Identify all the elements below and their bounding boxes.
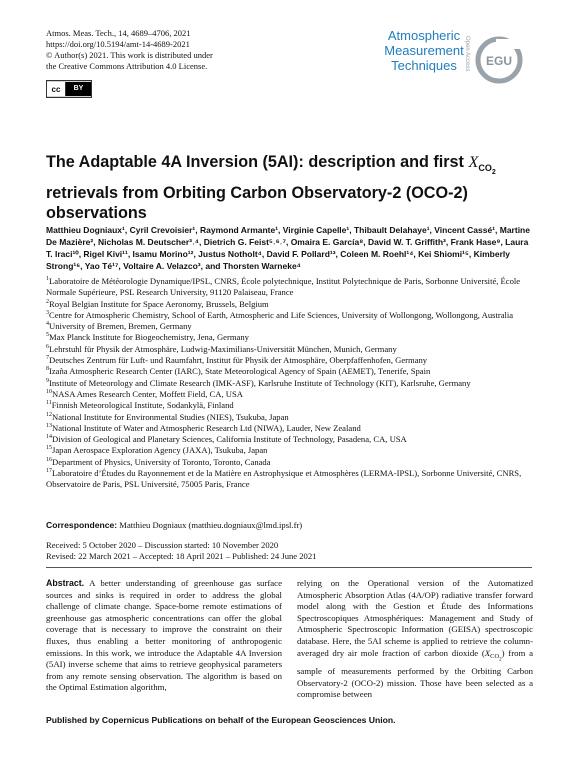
divider <box>46 567 532 568</box>
journal-line-1: Atmospheric <box>387 28 461 43</box>
affiliation-number: 13 <box>46 423 52 429</box>
affiliation-text: Deutsches Zentrum für Luft- und Raumfahrt, Institut für Physik der Atmosphäre, Oberpfaffenhofen, Germany <box>49 355 428 366</box>
doi-link[interactable]: https://doi.org/10.5194/amt-14-4689-2021 <box>46 39 190 49</box>
affiliation-item <box>46 434 532 445</box>
affiliation-text: Max Planck Institute for Biogeochemistry, Jena, Germany <box>49 332 249 343</box>
affiliation-text: National Institute of Water and Atmospheric Research Ltd (NIWA), Lauder, New Zealand <box>52 422 361 433</box>
affiliation-text: Division of Geological and Planetary Sciences, California Institute of Technology, Pasadena, CA, USA <box>52 434 407 445</box>
received-dates: Received: 5 October 2020 – Discussion started: 10 November 2020 <box>46 540 279 550</box>
affiliation-item <box>46 310 532 321</box>
affiliation-number: 9 <box>46 377 49 384</box>
affiliation-item <box>46 445 532 456</box>
affiliation-number: 2 <box>46 298 49 305</box>
affiliation-number: 4 <box>46 321 49 328</box>
affiliation-number: 6 <box>46 343 49 350</box>
affiliation-text: NASA Ames Research Center, Moffett Field, CA, USA <box>52 388 243 399</box>
affiliation-list <box>46 276 532 491</box>
affiliation-number: 1 <box>46 276 49 283</box>
abstract-left-column: Abstract. A better understanding of greenhouse gas surface sources and sinks is required in order to address the global challenge of climate change. Space-borne remote estimations of greenhouse gas atmospheric concentrations can offer the global coverage that is necessary to improve the constraint on their fluxes, thus enabling a better monitoring of anthropogenic emissions. In this work, we introduce the Adaptable 4A Inversion (5AI) inverse scheme that aims to retrieve geophysical parameters from any remote sensing observation. The algorithm is based on the Optimal Estimation algorithm, <box>46 578 282 693</box>
affiliation-item <box>46 412 532 423</box>
paper-title: The Adaptable 4A Inversion (5AI): description and first $X_{CO_2}$ retrievals from Orbiting Carbon Observatory-2 (OCO-2) observations <box>46 153 496 223</box>
abstract-right-column: relying on the Operational version of the Automatized Atmospheric Absorption Atlas (4A/OP) radiative transfer forward model along with the Gestion et Étude des Informations Spectroscopiques Atmosphériques: Management and Study of Atmospheric Spectroscopic Information (GEISA) spectroscopic database. Here, the 5AI scheme is applied to retrieve the column-averaged dry air mole fraction of carbon dioxide $(X_{CO_2})$ from a sample of measurements performed by the Orbiting Carbon Observatory-2 (OCO-2) mission. Those have been selected as a compromise between <box>297 578 533 700</box>
publication-dates <box>46 540 532 562</box>
affiliation-text: Royal Belgian Institute for Space Aeronomy, Brussels, Belgium <box>49 298 269 309</box>
affiliation-number: 11 <box>46 400 52 407</box>
affiliation-number: 8 <box>46 366 49 373</box>
affiliation-item <box>46 299 532 310</box>
affiliation-number: 5 <box>46 332 49 339</box>
affiliation-item <box>46 423 532 434</box>
affiliation-item <box>46 332 532 343</box>
affiliation-item <box>46 366 532 377</box>
affiliation-text: Japan Aerospace Exploration Agency (JAXA), Tsukuba, Japan <box>52 445 268 456</box>
egu-logo-icon <box>470 36 528 84</box>
affiliation-number: 15 <box>46 445 52 452</box>
affiliation-text: Department of Physics, University of Toronto, Toronto, Canada <box>52 456 271 467</box>
affiliation-item <box>46 276 532 299</box>
affiliation-item <box>46 378 532 389</box>
journal-line-2: Measurement <box>384 43 464 58</box>
cc-by-badge[interactable] <box>46 80 92 98</box>
by-icon: BY <box>66 82 91 96</box>
journal-line-3: Techniques <box>391 58 457 73</box>
affiliation-text: University of Bremen, Bremen, Germany <box>49 321 192 332</box>
affiliation-text: Laboratoire de Météorologie Dynamique/IPSL, CNRS, École polytechnique, Institut Polytechnique de Paris, Sorbonne Université, École Normale Supérieure, PSL Research University, 91120 Palaiseau, France <box>46 276 521 298</box>
affiliation-item <box>46 321 532 332</box>
affiliation-number: 7 <box>46 355 49 362</box>
author-list: Matthieu Dogniaux¹, Cyril Crevoisier¹, Raymond Armante¹, Virginie Capelle¹, Thibault Delahaye¹, Vincent Cassé¹, Martine De Mazière², Nicholas M. Deutscher³˒⁴, Dietrich G. Feist⁵˒⁶˒⁷, Omaira E. García⁸, David W. T. Griffith³, Frank Hase⁹, Laura T. Iraci¹⁰, Rigel Kivi¹¹, Isamu Morino¹², Justus Notholt⁴, David F. Pollard¹³, Coleen M. Roehl¹⁴, Kei Shiomi¹⁵, Kimberly Strong¹⁶, Yao Té¹⁷, Voltaire A. Velazco³, and Thorsten Warneke⁴ <box>46 225 530 271</box>
affiliation-text: Institute of Meteorology and Climate Research (IMK-ASF), Karlsruhe Institute of Technology (KIT), Karlsruhe, Germany <box>49 377 471 388</box>
egu-logo-text: EGU <box>485 54 513 68</box>
affiliation-text: National Institute for Environmental Studies (NIES), Tsukuba, Japan <box>52 411 289 422</box>
affiliation-text: Centre for Atmospheric Chemistry, School of Earth, Atmospheric and Life Sciences, University of Wollongong, Wollongong, Australia <box>49 309 514 320</box>
affiliation-text: Finnish Meteorological Institute, Sodankylä, Finland <box>51 400 234 411</box>
affiliation-text: Laboratoire d’Études du Rayonnement et de la Matière en Astrophysique et Atmosphères (LERMA-IPSL), Sorbonne Université, CNRS, Observatoire de Paris, PSL Université, 75005 Paris, France <box>46 468 522 490</box>
affiliation-text: Lehrstuhl für Physik der Atmosphäre, Ludwig-Maximilians-Universität München, Munich, Germany <box>49 343 397 354</box>
affiliation-item <box>46 400 532 411</box>
publisher-footer: Published by Copernicus Publications on behalf of the European Geosciences Union. <box>46 715 396 725</box>
affiliation-number: 12 <box>46 411 52 418</box>
affiliation-number: 3 <box>46 310 49 317</box>
affiliation-item <box>46 389 532 400</box>
affiliation-text: Izaña Atmospheric Research Center (IARC), State Meteorological Agency of Spain (AEMET), Tenerife, Spain <box>49 366 431 377</box>
open-access-label: Open Access <box>464 36 470 72</box>
cc-icon: cc <box>47 82 66 96</box>
correspondence: Correspondence: Matthieu Dogniaux (matthieu.dogniaux@lmd.ipsl.fr) <box>46 520 303 530</box>
license: the Creative Commons Attribution 4.0 License. <box>46 61 208 71</box>
affiliation-item <box>46 355 532 366</box>
article-header <box>46 28 286 72</box>
affiliation-number: 17 <box>46 468 52 475</box>
abstract-label: Abstract. <box>46 578 85 588</box>
revised-dates: Revised: 22 March 2021 – Accepted: 18 April 2021 – Published: 24 June 2021 <box>46 551 317 561</box>
affiliation-number: 10 <box>46 389 52 396</box>
affiliation-item <box>46 344 532 355</box>
affiliation-number: 16 <box>46 456 52 463</box>
affiliation-item <box>46 457 532 468</box>
affiliation-number: 14 <box>46 434 52 441</box>
citation: Atmos. Meas. Tech., 14, 4689–4706, 2021 <box>46 28 191 38</box>
affiliation-item <box>46 468 532 491</box>
copyright: © Author(s) 2021. This work is distributed under <box>46 50 213 60</box>
